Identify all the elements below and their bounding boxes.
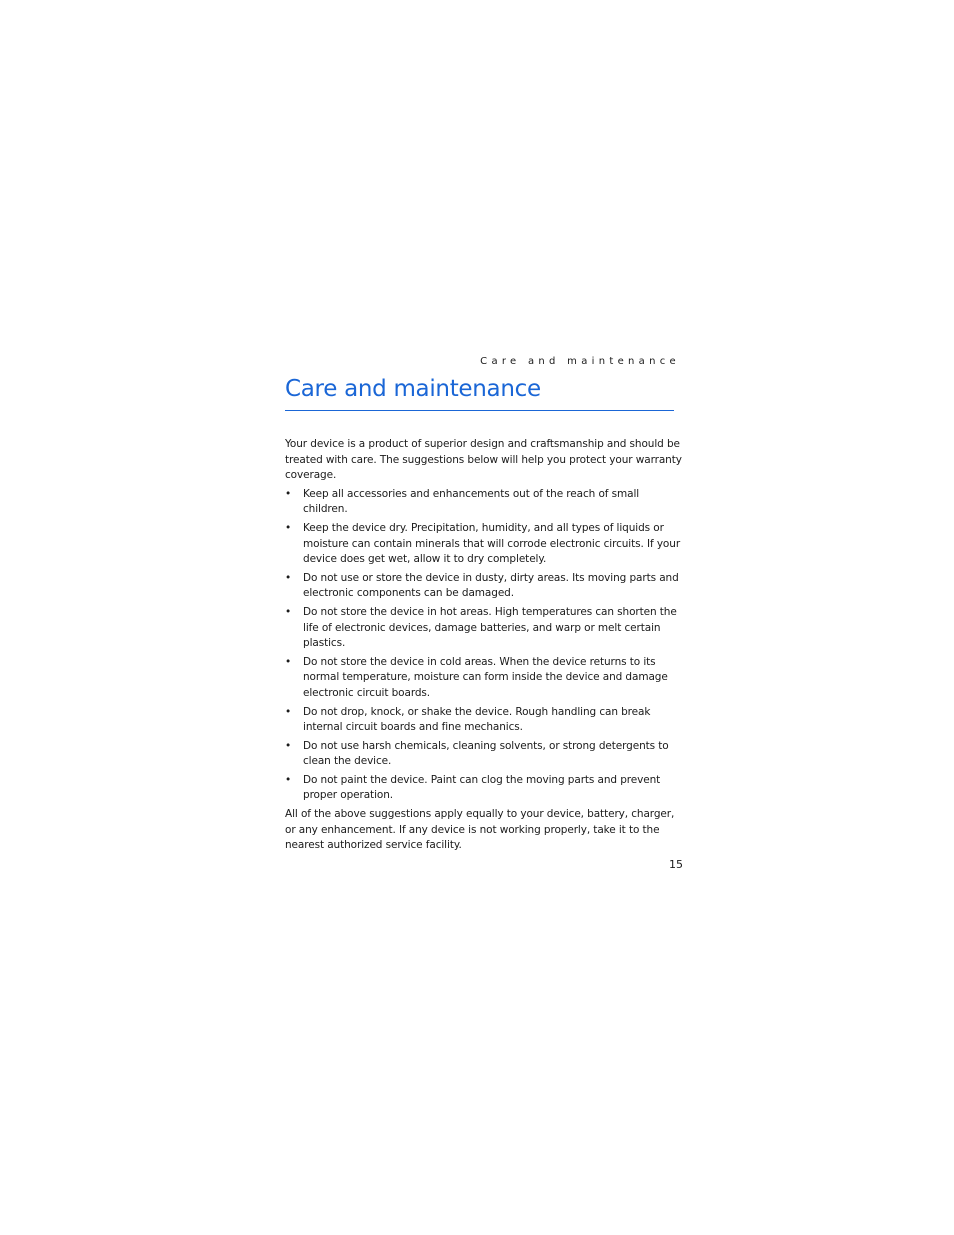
list-item-text: Do not paint the device. Paint can clog the moving parts and prevent proper operation.	[303, 773, 661, 802]
bullet-icon: •	[285, 571, 292, 584]
list-item-text: Keep all accessories and enhancements out of the reach of small children.	[303, 487, 640, 516]
list-item	[285, 655, 683, 702]
bullet-icon: •	[285, 705, 292, 718]
bullet-icon: •	[285, 605, 292, 618]
list-item	[285, 739, 683, 770]
list-item	[285, 571, 683, 602]
list-item-text: Keep the device dry. Precipitation, humidity, and all types of liquids or moisture can contain minerals that will corrode electronic circuits. If your device does get wet, allow it to dry completely.	[303, 521, 681, 566]
list-item	[285, 705, 683, 736]
page-number: 15	[669, 858, 683, 871]
bullet-icon: •	[285, 655, 292, 668]
list-item	[285, 773, 683, 804]
list-item-text: Do not store the device in cold areas. When the device returns to its normal temperature, moisture can form inside the device and damage electronic circuit boards.	[303, 655, 668, 699]
list-item-text: Do not use or store the device in dusty, dirty areas. Its moving parts and electronic components can be damaged.	[303, 571, 679, 600]
bullet-icon: •	[285, 739, 292, 752]
intro-paragraph: Your device is a product of superior design and craftsmanship and should be treated with care. The suggestions below will help you protect your warranty coverage.	[285, 438, 682, 482]
care-tips-list	[285, 487, 683, 804]
list-item	[285, 605, 683, 652]
list-item-text: Do not drop, knock, or shake the device. Rough handling can break internal circuit boards and fine mechanics.	[303, 705, 651, 734]
list-item-text: Do not use harsh chemicals, cleaning solvents, or strong detergents to clean the device.	[303, 739, 669, 768]
bullet-icon: •	[285, 487, 292, 500]
bullet-icon: •	[285, 521, 292, 534]
running-header: Care and maintenance	[480, 356, 680, 367]
title-rule	[285, 410, 674, 411]
page-title: Care and maintenance	[285, 376, 541, 402]
list-item	[285, 487, 683, 518]
body-content	[285, 437, 683, 854]
bullet-icon: •	[285, 773, 292, 786]
closing-paragraph: All of the above suggestions apply equally to your device, battery, charger, or any enhancement. If any device is not working properly, take it to the nearest authorized service facility.	[285, 808, 675, 852]
list-item-text: Do not store the device in hot areas. High temperatures can shorten the life of electronic devices, damage batteries, and warp or melt certain plastics.	[303, 605, 677, 650]
list-item	[285, 521, 683, 568]
